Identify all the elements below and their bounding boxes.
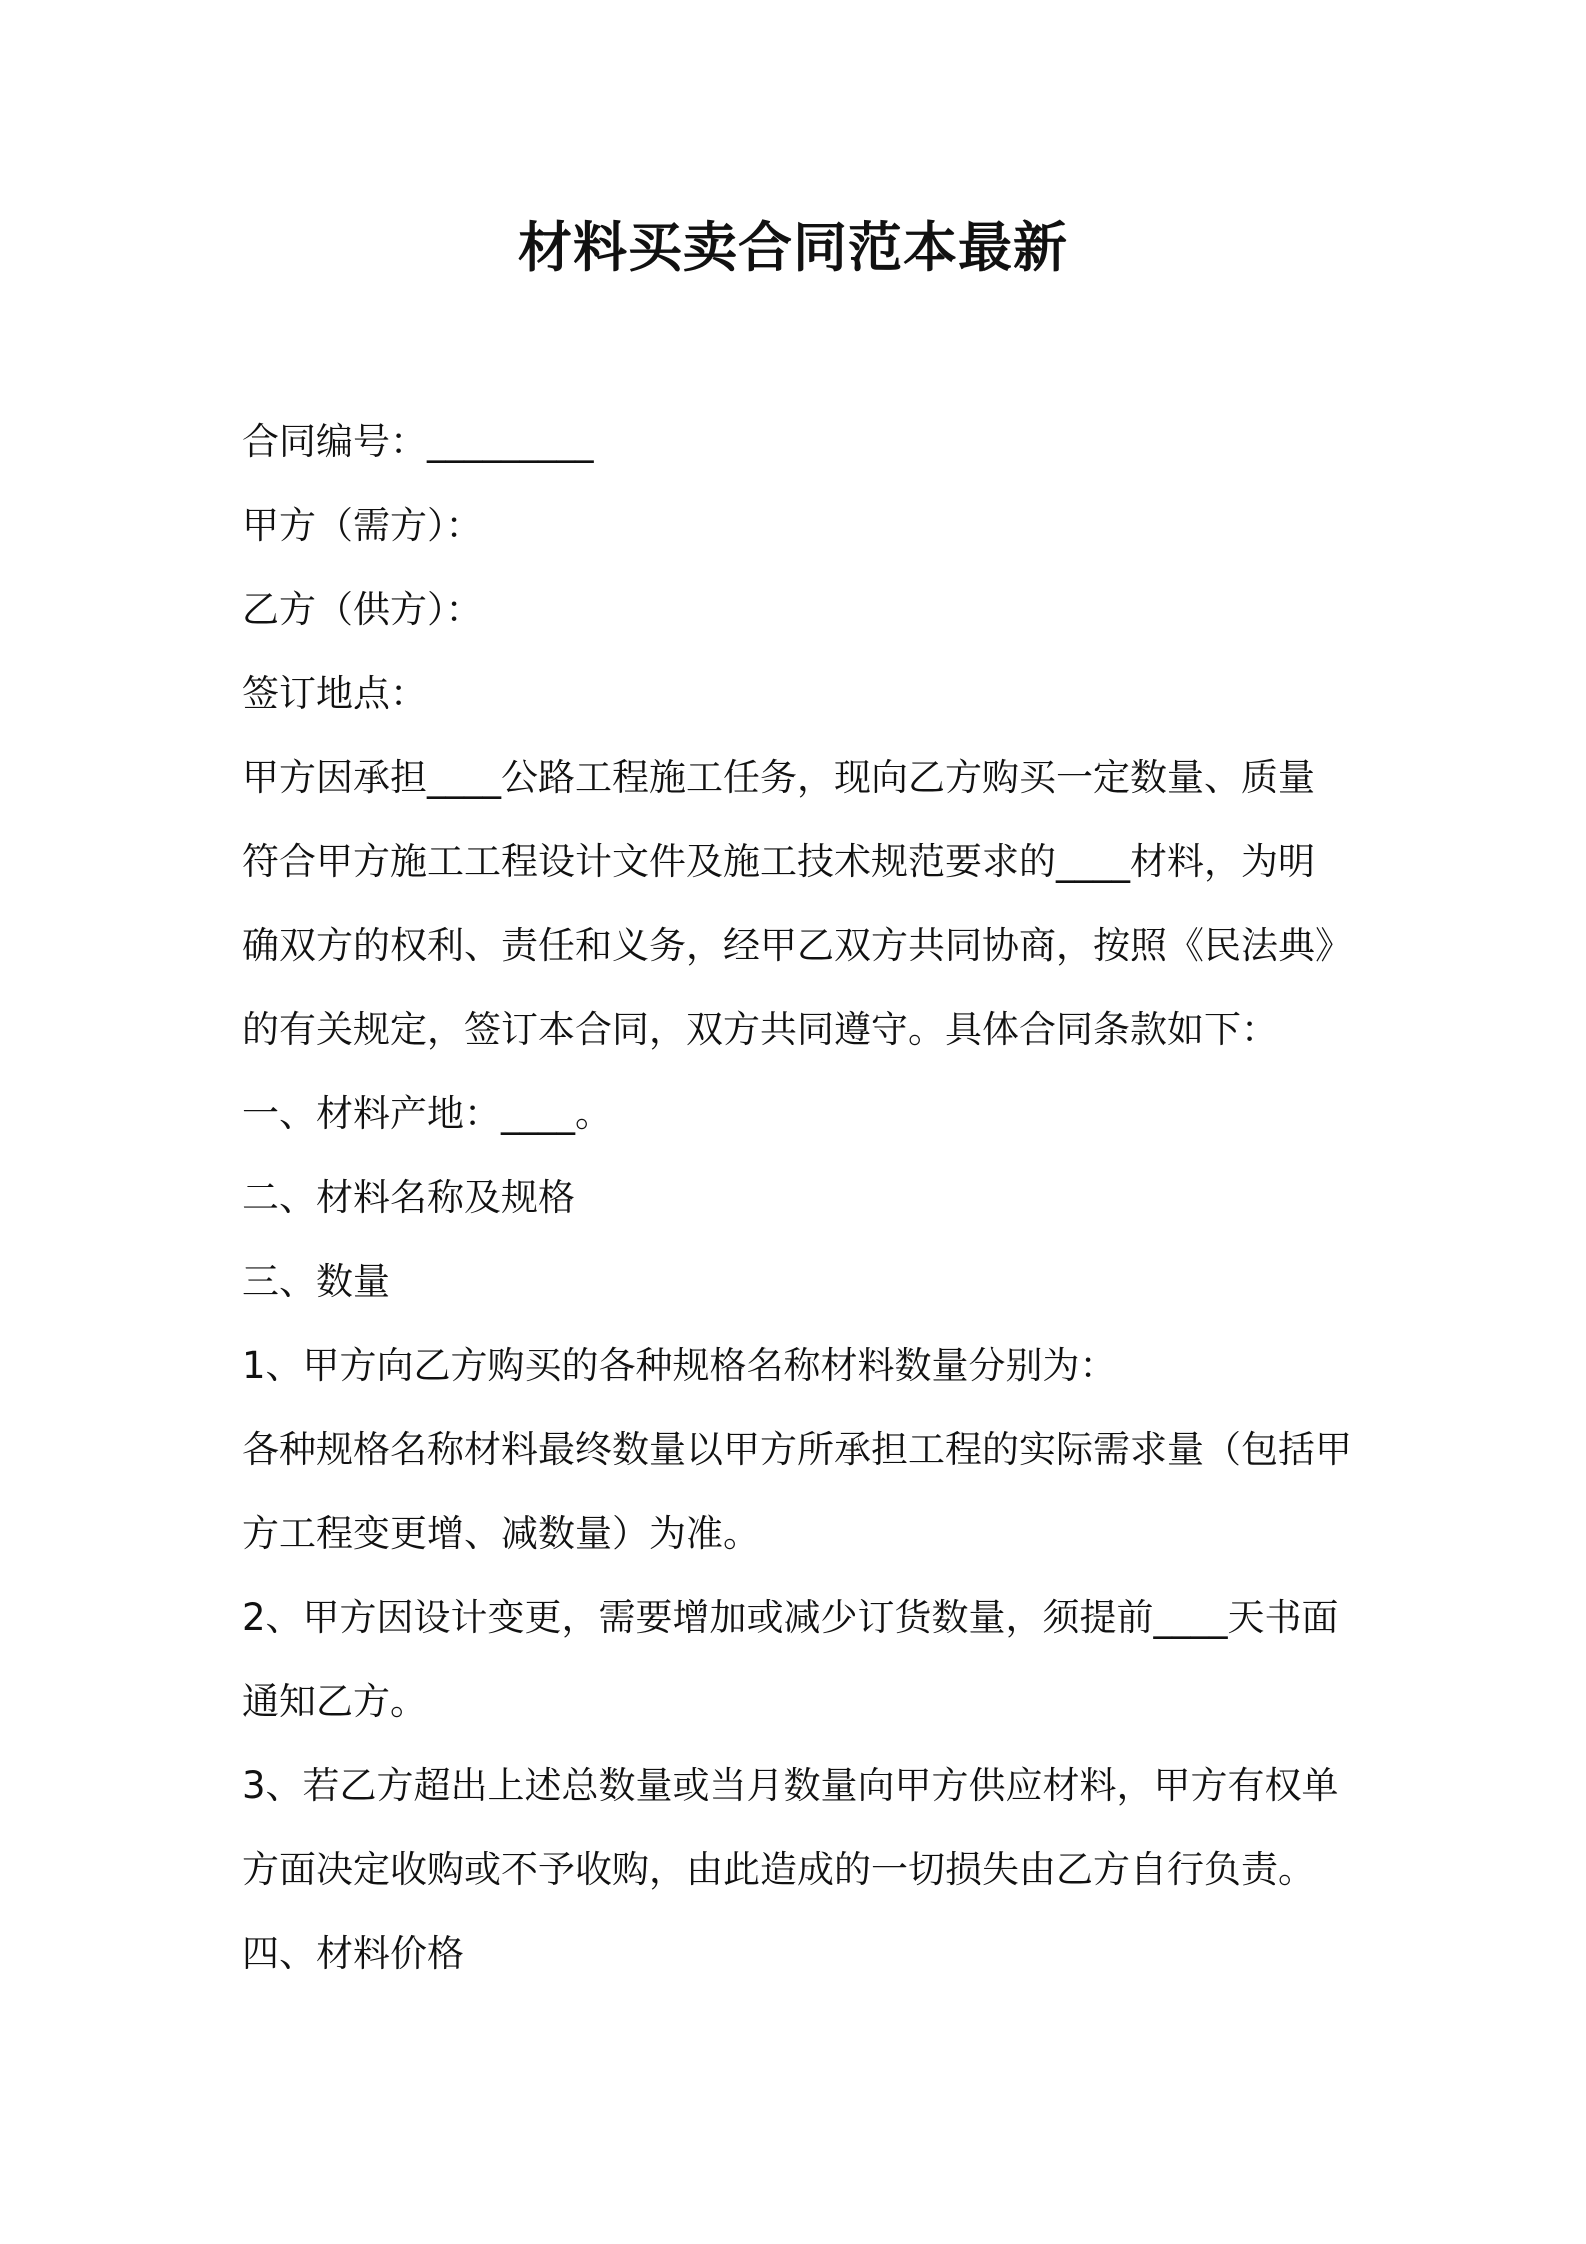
- document-body: [242, 400, 1362, 1996]
- document-title: 材料买卖合同范本最新: [518, 216, 1068, 279]
- party-a-line: 甲方（需方）：: [242, 504, 483, 547]
- clause-line: 2、甲方因设计变更，需要增加或减少订货数量，须提前____天书面: [242, 1596, 1339, 1639]
- party-b-line: 乙方（供方）：: [242, 588, 483, 631]
- contract-number-line: 合同编号：_________: [242, 420, 594, 463]
- clause-line: 1、甲方向乙方购买的各种规格名称材料数量分别为：: [242, 1344, 1117, 1387]
- section-heading: 一、材料产地：____。: [242, 1092, 612, 1135]
- section-heading: 二、材料名称及规格: [242, 1176, 575, 1219]
- clause-line: 方工程变更增、减数量）为准。: [242, 1512, 760, 1555]
- preamble-line: 的有关规定，签订本合同，双方共同遵守。具体合同条款如下：: [242, 1008, 1278, 1051]
- clause-line: 方面决定收购或不予收购，由此造成的一切损失由乙方自行负责。: [242, 1848, 1315, 1891]
- clause-line: 通知乙方。: [242, 1680, 427, 1723]
- preamble-line: 确双方的权利、责任和义务，经甲乙双方共同协商，按照《民法典》: [242, 924, 1352, 967]
- preamble-line: 甲方因承担____公路工程施工任务，现向乙方购买一定数量、质量: [242, 756, 1315, 799]
- clause-line: 3、若乙方超出上述总数量或当月数量向甲方供应材料，甲方有权单: [242, 1764, 1339, 1807]
- preamble-line: 符合甲方施工工程设计文件及施工技术规范要求的____材料，为明: [242, 840, 1315, 883]
- clause-line: 各种规格名称材料最终数量以甲方所承担工程的实际需求量（包括甲: [242, 1428, 1352, 1471]
- section-heading: 四、材料价格: [242, 1932, 464, 1975]
- section-heading: 三、数量: [242, 1260, 390, 1303]
- signing-place-line: 签订地点：: [242, 672, 427, 715]
